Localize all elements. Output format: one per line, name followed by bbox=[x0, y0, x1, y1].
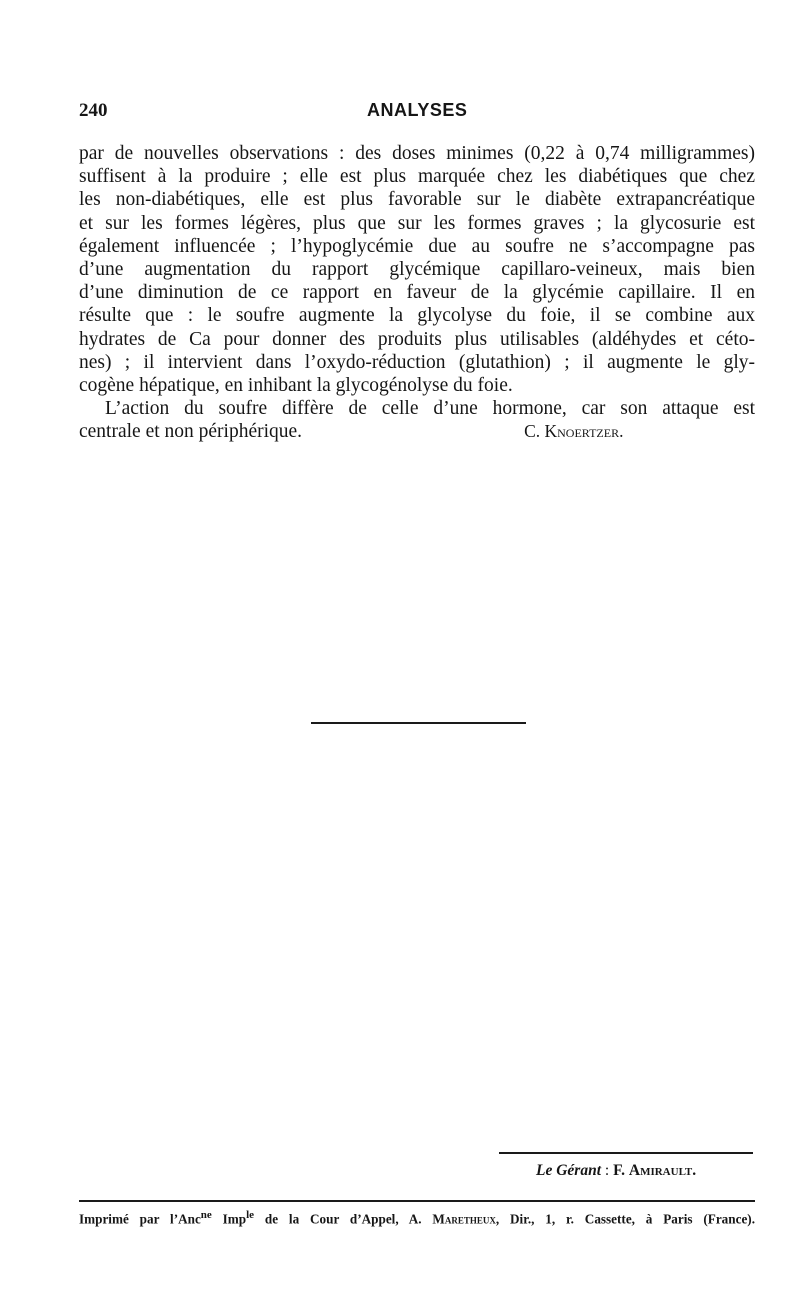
gerant-label: Le Gérant bbox=[536, 1162, 602, 1179]
body-line: les non-diabétiques, elle est plus favorable sur le diabète extrapancréatique bbox=[79, 189, 755, 211]
section-title: ANALYSES bbox=[367, 100, 468, 120]
body-line: et sur les formes légères, plus que sur les formes graves ; la glycosurie est bbox=[79, 212, 755, 234]
imprint-text: , Dir., 1, r. Cassette, à Paris (France). bbox=[495, 1211, 755, 1227]
section-separator bbox=[311, 722, 526, 724]
imprint-superscript: le bbox=[246, 1209, 255, 1221]
imprint-text: de la Cour d’Appel, A. bbox=[254, 1211, 433, 1227]
imprint-text: Imprimé par l’Anc bbox=[79, 1211, 201, 1227]
body-line: hydrates de Ca pour donner des produits plus utilisables (aldéhydes et céto- bbox=[79, 328, 755, 350]
article-body bbox=[79, 142, 755, 443]
gerant-name: Amirault. bbox=[628, 1162, 697, 1179]
gerant-separator: : bbox=[601, 1162, 614, 1179]
imprint-text: Imp bbox=[211, 1211, 247, 1227]
author-initial: C. bbox=[524, 421, 541, 442]
author-name: Knoertzer. bbox=[544, 421, 624, 442]
printer-imprint bbox=[79, 1209, 755, 1227]
page-number: 240 bbox=[79, 100, 108, 121]
body-line: centrale et non périphérique. bbox=[79, 421, 303, 443]
author-signature bbox=[524, 420, 623, 443]
gerant-rule bbox=[499, 1152, 753, 1154]
body-line: cogène hépatique, en inhibant la glycogénolyse du foie. bbox=[79, 374, 513, 396]
closing-line bbox=[79, 420, 755, 443]
gerant-initial: F. bbox=[613, 1162, 625, 1179]
running-head bbox=[79, 100, 755, 126]
body-line: également influencée ; l’hypoglycémie due au soufre ne s’accompagne pas bbox=[79, 235, 755, 257]
gerant-credit bbox=[536, 1162, 696, 1180]
body-line: nes) ; il intervient dans l’oxydo-réduction (glutathion) ; il augmente le gly- bbox=[79, 351, 755, 373]
body-line: L’action du soufre diffère de celle d’une hormone, car son attaque est bbox=[105, 398, 755, 420]
body-line: par de nouvelles observations : des doses minimes (0,22 à 0,74 milligrammes) bbox=[79, 143, 755, 164]
body-line: d’une diminution de ce rapport en faveur de la glycémie capillaire. Il en bbox=[79, 282, 755, 304]
body-line: d’une augmentation du rapport glycémique capillaro-veineux, mais bien bbox=[79, 258, 755, 280]
body-line: résulte que : le soufre augmente la glycolyse du foie, il se combine aux bbox=[79, 305, 755, 327]
imprint-printer-name: Maretheux bbox=[432, 1211, 496, 1227]
imprint-rule bbox=[79, 1200, 755, 1202]
body-line: suffisent à la produire ; elle est plus marquée chez les diabétiques que chez bbox=[79, 166, 755, 188]
imprint-superscript: ne bbox=[200, 1209, 212, 1221]
